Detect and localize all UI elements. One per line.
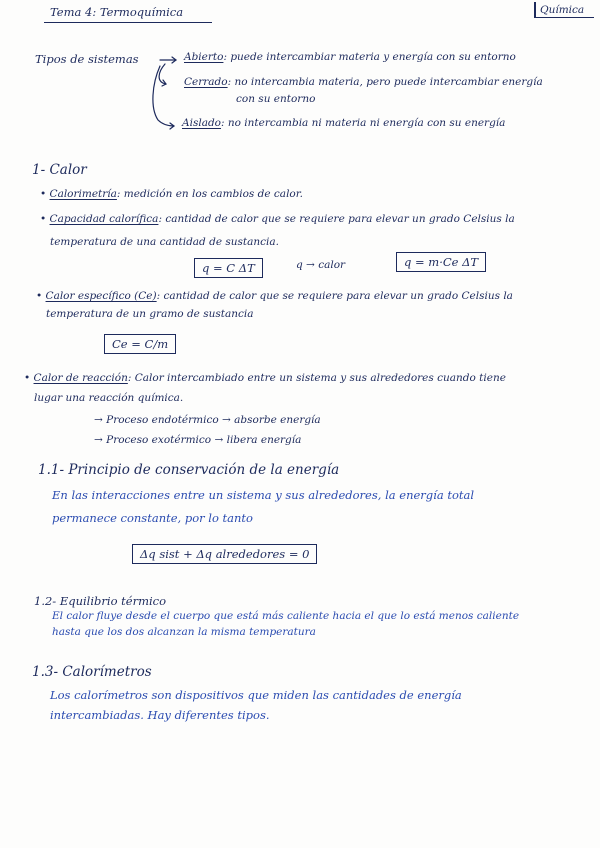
aislado-line bbox=[182, 117, 505, 129]
section-1-3-text-1: Los calorímetros son dispositivos que miden las cantidades de energía bbox=[50, 688, 462, 702]
abierto-term: Abierto bbox=[184, 51, 224, 63]
reaccion-term: Calor de reacción bbox=[33, 372, 128, 384]
formula-calor-box: q = m·Ce ΔT bbox=[396, 252, 486, 272]
q-note: q → calor bbox=[296, 259, 346, 271]
formula-conservacion-box: Δq sist + Δq alrededores = 0 bbox=[132, 544, 317, 564]
bullet-icon: • bbox=[40, 188, 50, 200]
bullet-icon: • bbox=[36, 290, 46, 302]
cerrado-term: Cerrado bbox=[184, 76, 228, 88]
especifico-item bbox=[36, 290, 513, 302]
subject-label: Química bbox=[540, 4, 585, 16]
especifico-def-1: : cantidad de calor que se requiere para elevar un grado Celsius la bbox=[156, 290, 513, 302]
cerrado-line bbox=[184, 76, 543, 88]
especifico-term: Calor específico (Ce) bbox=[45, 290, 157, 302]
capacidad-item bbox=[40, 213, 515, 225]
capacidad-term: Capacidad calorífica bbox=[49, 213, 159, 225]
aislado-def: : no intercambia ni materia ni energía con su energía bbox=[221, 117, 506, 129]
proceso-endotermico: → Proceso endotérmico → absorbe energía bbox=[94, 414, 321, 426]
tipos-label: Tipos de sistemas bbox=[35, 52, 139, 66]
calorimetria-def: : medición en los cambios de calor. bbox=[116, 188, 303, 200]
reaccion-item bbox=[24, 372, 506, 384]
section-1-1-heading: 1.1- Principio de conservación de la energía bbox=[38, 462, 340, 478]
section-1-2-text-1: El calor fluye desde el cuerpo que está más caliente hacia el que lo está menos caliente bbox=[52, 610, 520, 622]
reaccion-def-1: : Calor intercambiado entre un sistema y sus alrededores cuando tiene bbox=[127, 372, 506, 384]
section-1-1-text-2: permanece constante, por lo tanto bbox=[52, 511, 253, 525]
formula-capacidad-box: q = C ΔT bbox=[194, 258, 263, 278]
reaccion-def-2: lugar una reacción química. bbox=[34, 392, 184, 404]
formula-especifico-box: Ce = C/m bbox=[104, 334, 176, 354]
calorimetria-item bbox=[40, 188, 303, 200]
proceso-exotermico: → Proceso exotérmico → libera energía bbox=[94, 434, 302, 446]
section-1-2-heading: 1.2- Equilibrio térmico bbox=[34, 594, 167, 608]
section-1-3-heading: 1.3- Calorímetros bbox=[32, 664, 152, 680]
abierto-line bbox=[184, 51, 516, 63]
cerrado-def-2: con su entorno bbox=[236, 93, 316, 105]
capacidad-def-2: temperatura de una cantidad de sustancia. bbox=[50, 236, 280, 248]
calor-heading: 1- Calor bbox=[32, 162, 87, 178]
cerrado-def: : no intercambia materia, pero puede intercambiar energía bbox=[227, 76, 543, 88]
abierto-def: : puede intercambiar materia y energía con su entorno bbox=[223, 51, 516, 63]
bullet-icon: • bbox=[24, 372, 34, 384]
capacidad-def-1: : cantidad de calor que se requiere para elevar un grado Celsius la bbox=[158, 213, 515, 225]
page-title: Tema 4: Termoquímica bbox=[50, 5, 184, 19]
section-1-1-text-1: En las interacciones entre un sistema y sus alrededores, la energía total bbox=[52, 488, 475, 502]
bullet-icon: • bbox=[40, 213, 50, 225]
aislado-term: Aislado bbox=[182, 117, 221, 129]
calorimetria-term: Calorimetría bbox=[49, 188, 117, 200]
section-1-3-text-2: intercambiadas. Hay diferentes tipos. bbox=[50, 708, 270, 722]
section-1-2-text-2: hasta que los dos alcanzan la misma temperatura bbox=[52, 626, 316, 638]
especifico-def-2: temperatura de un gramo de sustancia bbox=[46, 308, 254, 320]
